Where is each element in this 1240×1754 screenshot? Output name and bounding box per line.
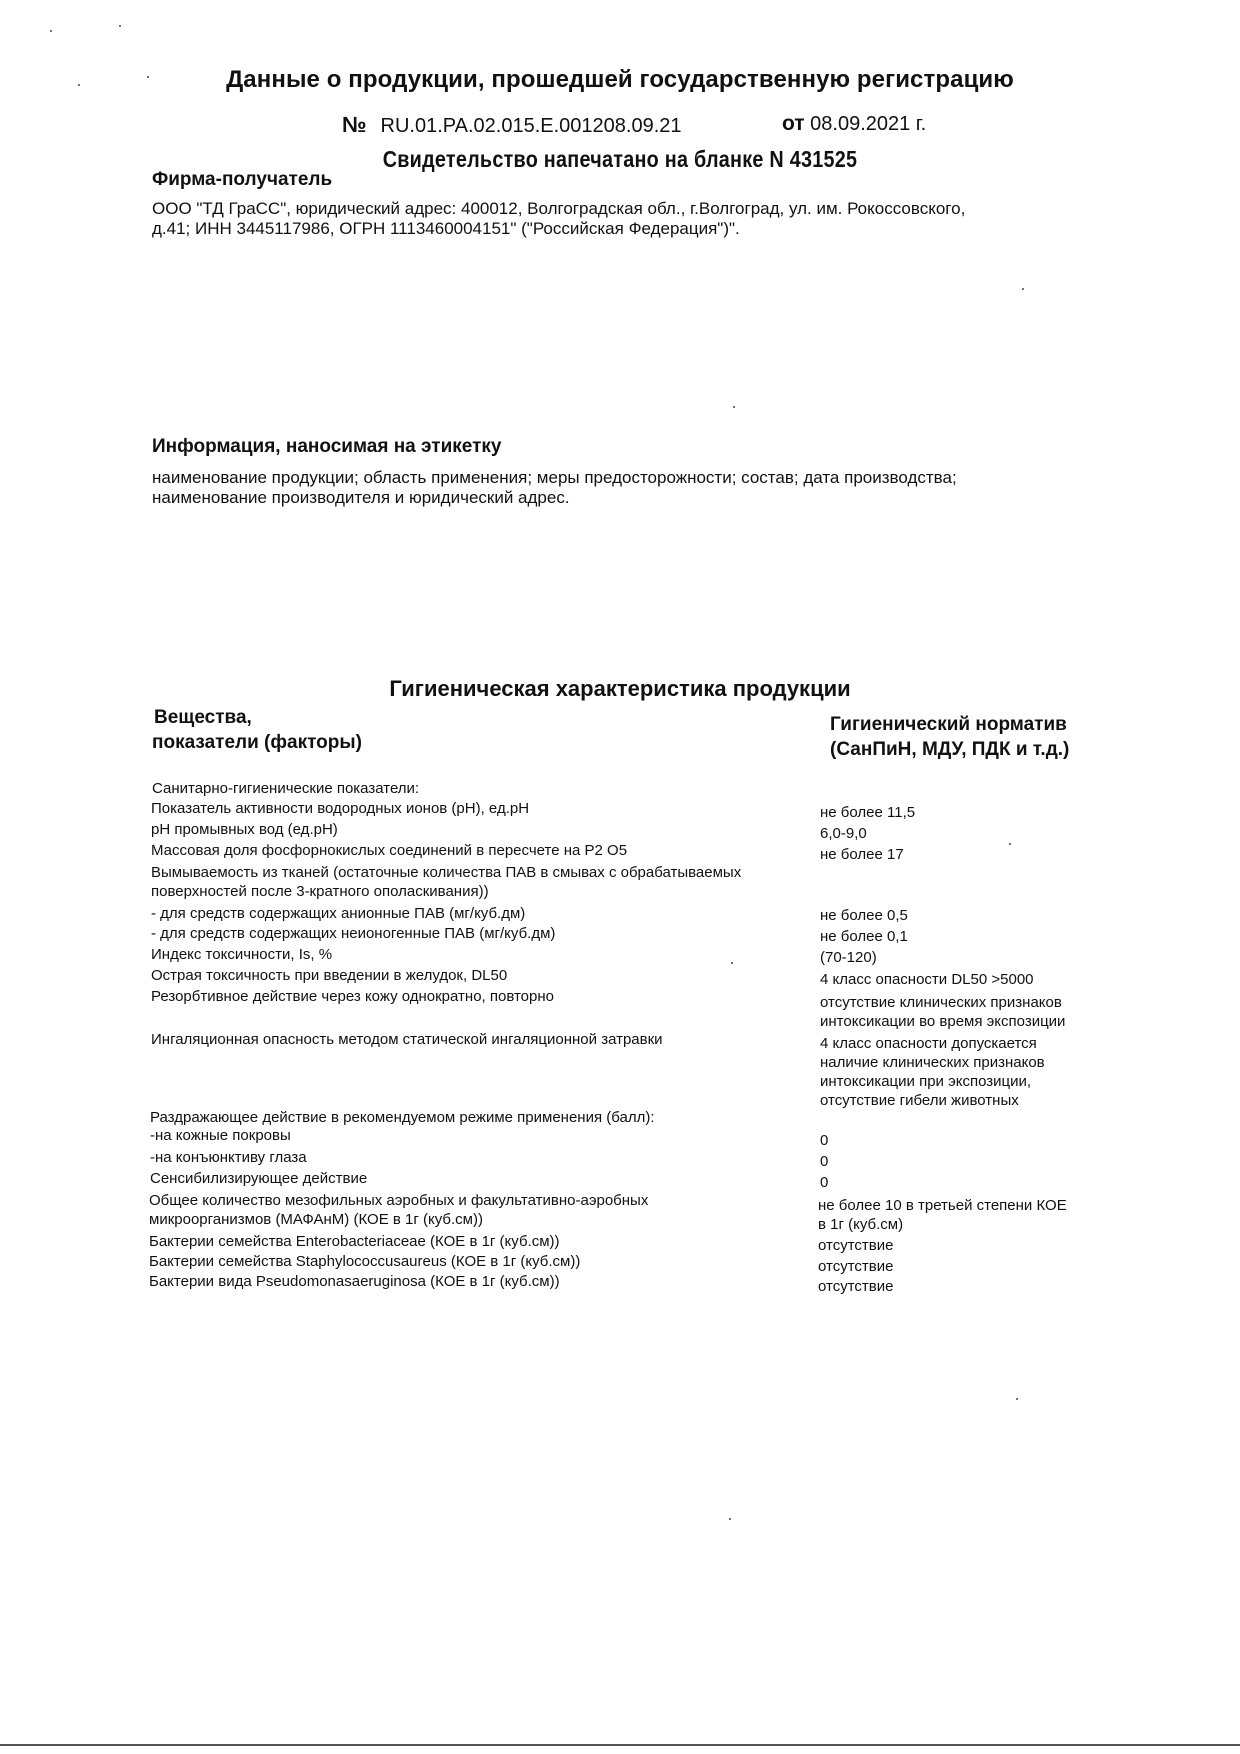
norm-row: 4 класс опасности допускается <box>820 1035 1037 1052</box>
norm-row: 0 <box>820 1132 829 1149</box>
recipient-heading: Фирма-получатель <box>152 169 333 190</box>
scan-speck <box>147 76 149 78</box>
indicator-row: Индекс токсичности, Is, % <box>151 946 333 963</box>
scan-speck <box>729 1518 731 1520</box>
indicator-row: -на кожные покровы <box>150 1127 291 1144</box>
norm-row: 6,0-9,0 <box>820 825 867 842</box>
indicator-row: Показатель активности водородных ионов (pH), ед.pH <box>151 800 530 817</box>
norm-row: отсутствие гибели животных <box>820 1092 1019 1109</box>
indicator-row: - для средств содержащих анионные ПАВ (мг/куб.дм) <box>151 905 526 922</box>
norm-row: 0 <box>820 1153 829 1170</box>
scan-speck <box>1016 1398 1018 1400</box>
norm-row: интоксикации при экспозиции, <box>820 1073 1032 1090</box>
norm-row: (70-120) <box>820 949 877 966</box>
date-label: от <box>782 112 805 135</box>
indicator-row: поверхностей после 3-кратного ополаскивания)) <box>151 883 489 900</box>
norm-row: в 1г (куб.см) <box>818 1216 904 1233</box>
norm-row: 0 <box>820 1174 829 1191</box>
scan-speck <box>1009 843 1011 845</box>
col-right-header-2: (СанПиН, МДУ, ПДК и т.д.) <box>830 739 1070 760</box>
scan-bottom-edge <box>0 1744 1240 1746</box>
norm-row: не более 17 <box>820 846 904 863</box>
document-title: Данные о продукции, прошедшей государственную регистрацию <box>226 66 1014 93</box>
recipient-line-1: ООО "ТД ГраСС", юридический адрес: 400012, Волгоградская обл., г.Волгоград, ул. им. Рокоссовского, <box>152 199 966 218</box>
norm-row: не более 0,5 <box>820 907 908 924</box>
indicator-row: Общее количество мезофильных аэробных и факультативно-аэробных <box>149 1192 649 1209</box>
indicator-row: Сенсибилизирующее действие <box>150 1170 368 1187</box>
registration-date <box>782 112 926 136</box>
indicator-row: Острая токсичность при введении в желудок, DL50 <box>151 967 508 984</box>
indicator-row: -на конъюнктиву глаза <box>150 1149 307 1166</box>
norm-row: отсутствие <box>818 1278 894 1295</box>
scan-speck <box>1022 288 1024 290</box>
norm-row: отсутствие <box>818 1237 894 1254</box>
indicator-row: Вымываемость из тканей (остаточные количества ПАВ в смывах с обрабатываемых <box>151 864 742 881</box>
recipient-line-2: д.41; ИНН 3445117986, ОГРН 1113460004151" ("Российская Федерация")". <box>152 219 740 238</box>
indicator-row: Раздражающее действие в рекомендуемом режиме применения (балл): <box>150 1109 655 1126</box>
scan-speck <box>731 962 733 964</box>
blank-number-line: Свидетельство напечатано на бланке N 431525 <box>382 146 858 172</box>
indicator-row: pH промывных вод (ед.pH) <box>151 821 338 838</box>
label-info-heading: Информация, наносимая на этикетку <box>152 436 502 457</box>
indicator-row: - для средств содержащих неионогенные ПАВ (мг/куб.дм) <box>151 925 556 942</box>
scan-speck <box>733 406 735 408</box>
col-left-header-2: показатели (факторы) <box>152 732 362 753</box>
indicator-row: Бактерии семейства Enterobacteriaceae (КОЕ в 1г (куб.см)) <box>149 1233 560 1250</box>
indicator-row: Санитарно-гигиенические показатели: <box>152 780 420 797</box>
label-info-line-2: наименование производителя и юридический адрес. <box>152 488 570 507</box>
indicator-row: Бактерии семейства Staphylococcusaureus (КОЕ в 1г (куб.см)) <box>149 1253 581 1270</box>
scan-speck <box>50 30 52 32</box>
hygiene-heading: Гигиеническая характеристика продукции <box>389 676 851 701</box>
indicator-row: микроорганизмов (МАФАнМ) (КОЕ в 1г (куб.см)) <box>149 1211 483 1228</box>
norm-row: отсутствие <box>818 1258 894 1275</box>
indicator-row: Ингаляционная опасность методом статической ингаляционной затравки <box>151 1031 663 1048</box>
scan-speck <box>78 84 80 86</box>
number-label: № <box>342 112 367 137</box>
date-value: 08.09.2021 г. <box>810 113 927 135</box>
norm-row: 4 класс опасности DL50 >5000 <box>820 971 1034 988</box>
registration-line <box>342 112 927 138</box>
indicator-row: Резорбтивное действие через кожу однократно, повторно <box>151 988 554 1005</box>
norm-row: не более 0,1 <box>820 928 908 945</box>
norm-row: не более 10 в третьей степени КОЕ <box>818 1197 1067 1214</box>
norm-row: отсутствие клинических признаков <box>820 994 1062 1011</box>
norm-row: не более 11,5 <box>820 804 916 821</box>
col-left-header-1: Вещества, <box>154 707 252 728</box>
registration-number: RU.01.PA.02.015.E.001208.09.21 <box>380 115 682 137</box>
indicator-row: Бактерии вида Pseudomonasaeruginosa (КОЕ в 1г (куб.см)) <box>149 1273 560 1290</box>
indicator-row: Массовая доля фосфорнокислых соединений в пересчете на P2 O5 <box>151 842 628 859</box>
col-right-header-1: Гигиенический норматив <box>830 714 1067 735</box>
scan-speck <box>119 25 121 27</box>
norm-row: наличие клинических признаков <box>820 1054 1045 1071</box>
label-info-line-1: наименование продукции; область применения; меры предосторожности; состав; дата производства; <box>152 468 957 487</box>
norm-row: интоксикации во время экспозиции <box>820 1013 1066 1030</box>
